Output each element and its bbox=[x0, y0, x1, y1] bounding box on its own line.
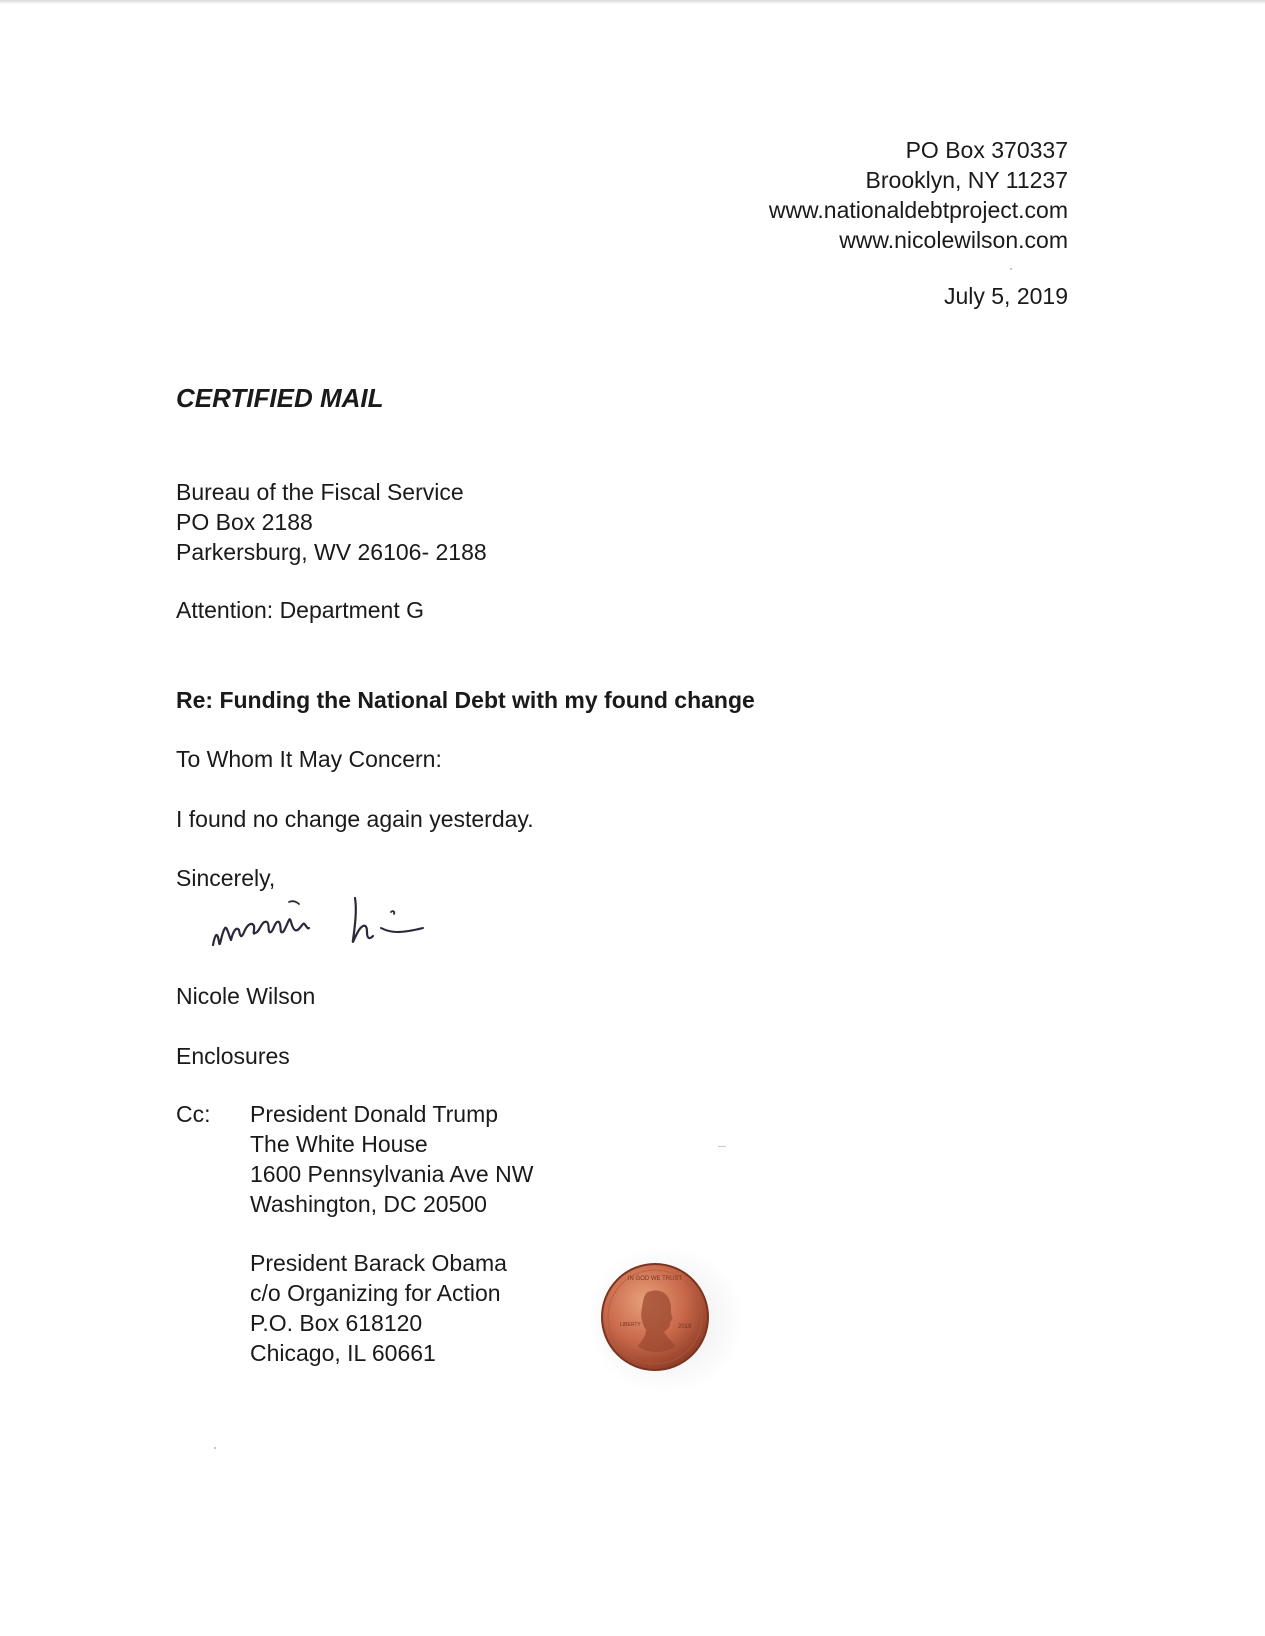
signer-name: Nicole Wilson bbox=[176, 983, 316, 1009]
cc-recipient-line: P.O. Box 618120 bbox=[250, 1310, 423, 1336]
cc-recipient-line: The White House bbox=[250, 1131, 428, 1157]
recipient-po-box: PO Box 2188 bbox=[176, 509, 313, 535]
scan-speck bbox=[718, 1146, 726, 1147]
cc-recipient-line: 1600 Pennsylvania Ave NW bbox=[250, 1161, 534, 1187]
sender-address bbox=[769, 135, 1068, 255]
recipient-address bbox=[176, 477, 487, 567]
cc-recipient-line: Chicago, IL 60661 bbox=[250, 1340, 436, 1366]
scan-speck bbox=[1010, 268, 1012, 270]
sender-city-state-zip: Brooklyn, NY 11237 bbox=[865, 167, 1068, 193]
sender-po-box: PO Box 370337 bbox=[905, 137, 1068, 163]
cc-label: Cc: bbox=[176, 1101, 211, 1127]
cc-recipient-line: President Donald Trump bbox=[250, 1101, 499, 1127]
enclosures-notation: Enclosures bbox=[176, 1043, 290, 1069]
cc-recipient bbox=[250, 1248, 507, 1368]
cc-recipient bbox=[250, 1099, 533, 1219]
delivery-method: CERTIFIED MAIL bbox=[176, 383, 384, 413]
coin-inscription-top: IN GOD WE TRUST bbox=[627, 1276, 683, 1282]
scan-edge bbox=[0, 0, 1265, 4]
sender-website-1: www.nationaldebtproject.com bbox=[768, 197, 1068, 223]
handwritten-signature bbox=[205, 890, 475, 965]
recipient-city-state-zip: Parkersburg, WV 26106- 2188 bbox=[176, 539, 487, 565]
sender-website-2: www.nicolewilson.com bbox=[839, 227, 1068, 253]
letter-body: I found no change again yesterday. bbox=[176, 806, 534, 832]
coin-inscription-left: LIBERTY bbox=[620, 1322, 641, 1328]
letter-date: July 5, 2019 bbox=[943, 283, 1068, 309]
penny-coin bbox=[600, 1262, 710, 1372]
subject-line: Re: Funding the National Debt with my found change bbox=[176, 687, 755, 713]
recipient-name: Bureau of the Fiscal Service bbox=[176, 479, 464, 505]
cc-recipient-line: c/o Organizing for Action bbox=[250, 1280, 501, 1306]
cc-recipient-line: Washington, DC 20500 bbox=[250, 1191, 487, 1217]
scan-speck bbox=[214, 1447, 216, 1449]
closing: Sincerely, bbox=[176, 865, 276, 891]
cc-recipient-line: President Barack Obama bbox=[250, 1250, 507, 1276]
salutation: To Whom It May Concern: bbox=[176, 746, 442, 772]
attention-line: Attention: Department G bbox=[176, 597, 425, 623]
coin-year: 2019 bbox=[678, 1324, 692, 1330]
